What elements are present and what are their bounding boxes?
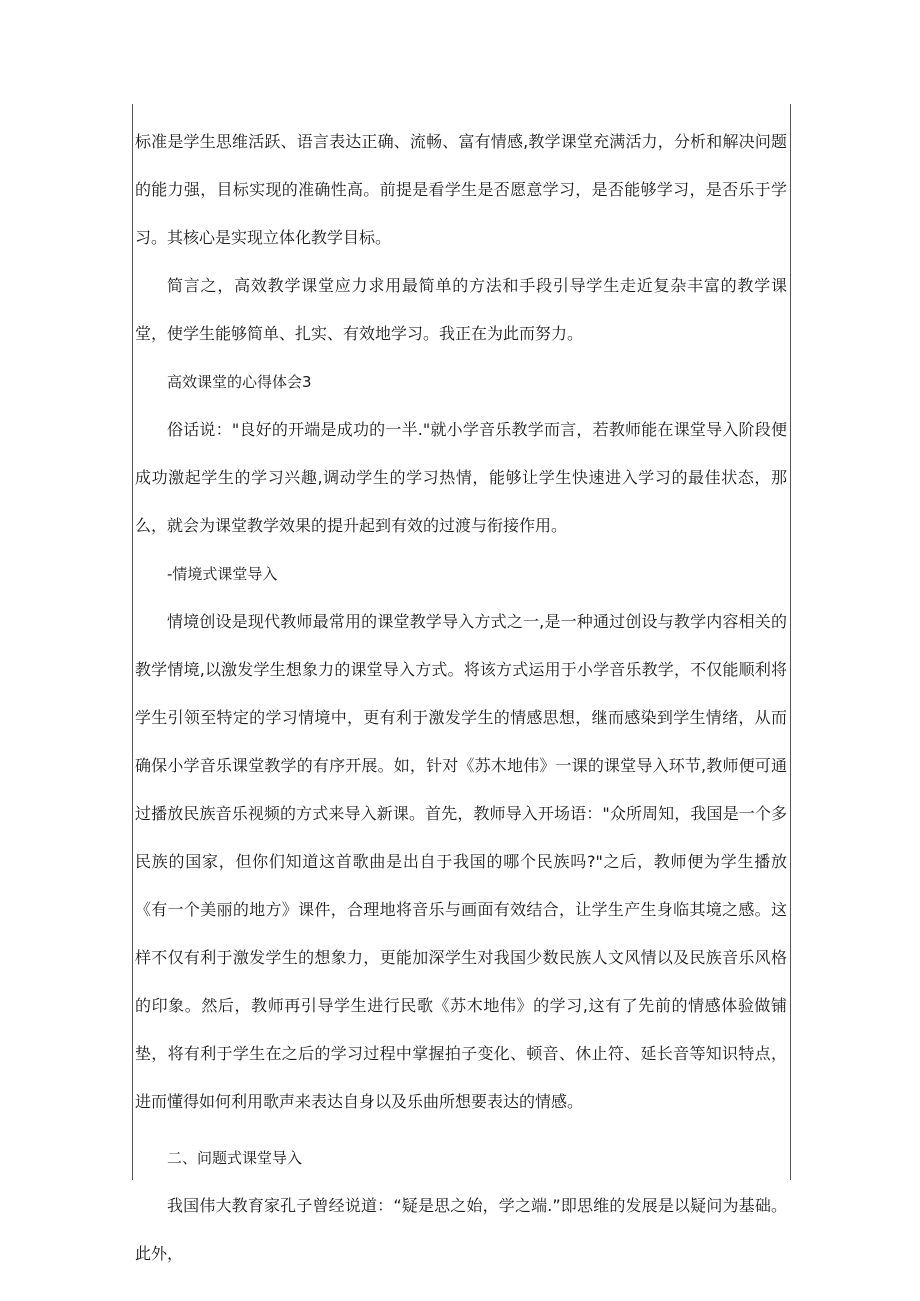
section-heading-situational-intro: -情境式课堂导入 <box>167 565 278 583</box>
paragraph-summary: 简言之，高效教学课堂应力求用最简单的方法和手段引导学生走近复杂丰富的教学课堂，使学生能够简单、扎实、有效地学习。我正在为此而努力。 <box>135 276 787 343</box>
paragraph-evaluation-standard: 标准是学生思维活跃、语言表达正确、流畅、富有情感,教学课堂充满活力，分析和解决问题的能力强，目标实现的准确性高。前提是看学生是否愿意学习，是否能够学习，是否乐于学习。其核心是实现立体化教学目标。 <box>135 132 787 247</box>
section-title-experience-3: 高效课堂的心得体会3 <box>167 373 312 391</box>
right-margin-rule <box>790 104 791 1180</box>
paragraph-proverb-intro: 俗话说："良好的开端是成功的一半."就小学音乐教学而言，若教师能在课堂导入阶段便成功激起学生的学习兴趣,调动学生的学习热情，能够让学生快速进入学习的最佳状态，那么，就会为课堂教学效果的提升起到有效的过渡与衔接作用。 <box>135 420 787 535</box>
paragraph-situational-method: 情境创设是现代教师最常用的课堂教学导入方式之一,是一种通过创设与教学内容相关的教学情境,以激发学生想象力的课堂导入方式。将该方式运用于小学音乐教学，不仅能顺利将学生引领至特定的学习情境中，更有利于激发学生的情感思想，继而感染到学生情绪，从而确保小学音乐课堂教学的有序开展。如，针对《苏木地伟》一课的课堂导入环节,教师便可通过播放民族音乐视频的方式来导入新课。首先，教师导入开场语："众所周知，我国是一个多民族的国家，但你们知道这首歌曲是出自于我国的哪个民族吗?"之后，教师便为学生播放《有一个美丽的地方》课件，合理地将音乐与画面有效结合，让学生产生身临其境之感。这样不仅有利于激发学生的想象力，更能加深学生对我国少数民族人文风情以及民族音乐风格的印象。然后，教师再引导学生进行民歌《苏木地伟》的学习,这有了先前的情感体验做铺垫，将有利于学生在之后的学习过程中掌握拍子变化、顿音、休止符、延长音等知识特点，进而懂得如何利用歌声来表达自身以及乐曲所想要表达的情感。 <box>135 612 787 1111</box>
paragraph-confucius-quote: 我国伟大教育家孔子曾经说道：“疑是思之始，学之端.”即思维的发展是以疑问为基础。此外， <box>135 1196 787 1263</box>
section-heading-question-intro: 二、问题式课堂导入 <box>167 1149 303 1167</box>
document-body <box>135 118 787 1278</box>
left-margin-rule <box>132 104 133 1180</box>
